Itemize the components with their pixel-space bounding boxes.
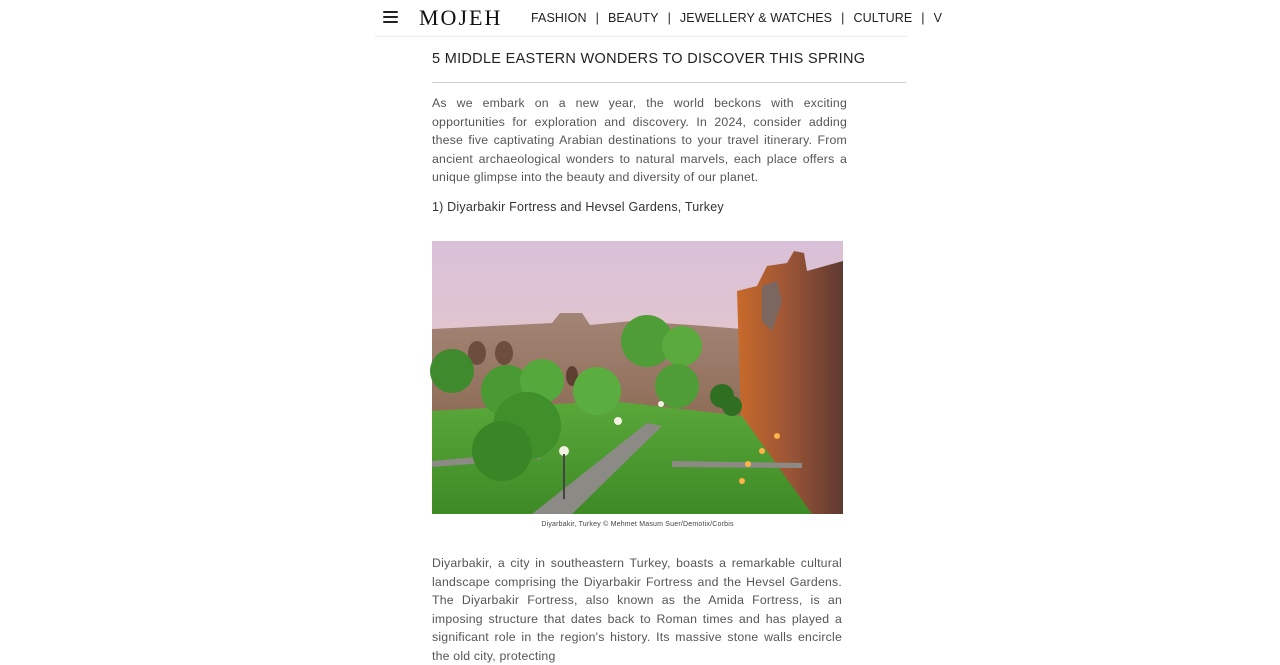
article-intro: As we embark on a new year, the world beckons with exciting opportunities for exploration and discovery. In 2024, consider adding these five captivating Arabian destinations to your travel itinerary. From ancient archaeological wonders to natural marvels, each place offers a unique glimpse into the beauty and diversity of our planet. xyxy=(432,96,847,184)
main-nav xyxy=(531,11,942,25)
article-body-paragraph: Diyarbakir, a city in southeastern Turkey, boasts a remarkable cultural landscape comprising the Diyarbakir Fortress and the Hevsel Gardens. The Diyarbakir Fortress, also known as the Amida Fortress, is an imposing structure that dates back to Roman times and has played a significant role in the region's history. Its massive stone walls encircle the old city, protecting xyxy=(432,556,842,663)
article-image-diyarbakir-fortress xyxy=(432,241,843,514)
nav-separator: | xyxy=(841,11,845,25)
nav-separator: | xyxy=(921,11,925,25)
image-caption: Diyarbakir, Turkey © Mehmet Masum Suer/Demotix/Corbis xyxy=(541,521,734,528)
site-header xyxy=(375,0,943,37)
nav-item-culture[interactable]: CULTURE xyxy=(853,11,913,25)
nav-item-fashion[interactable]: FASHION xyxy=(531,11,587,25)
nav-item-truncated[interactable]: V xyxy=(933,11,943,25)
nav-item-jewellery-watches[interactable]: JEWELLERY & WATCHES xyxy=(679,11,833,25)
title-divider xyxy=(432,82,906,83)
section-heading: 1) Diyarbakir Fortress and Hevsel Gardens, Turkey xyxy=(432,200,724,214)
site-logo[interactable]: MOJEH xyxy=(419,5,503,30)
nav-item-beauty[interactable]: BEAUTY xyxy=(607,11,659,25)
article-title: 5 MIDDLE EASTERN WONDERS TO DISCOVER THIS SPRING xyxy=(432,51,866,67)
hamburger-menu-icon[interactable] xyxy=(383,11,398,24)
nav-separator: | xyxy=(667,11,671,25)
nav-separator: | xyxy=(595,11,599,25)
